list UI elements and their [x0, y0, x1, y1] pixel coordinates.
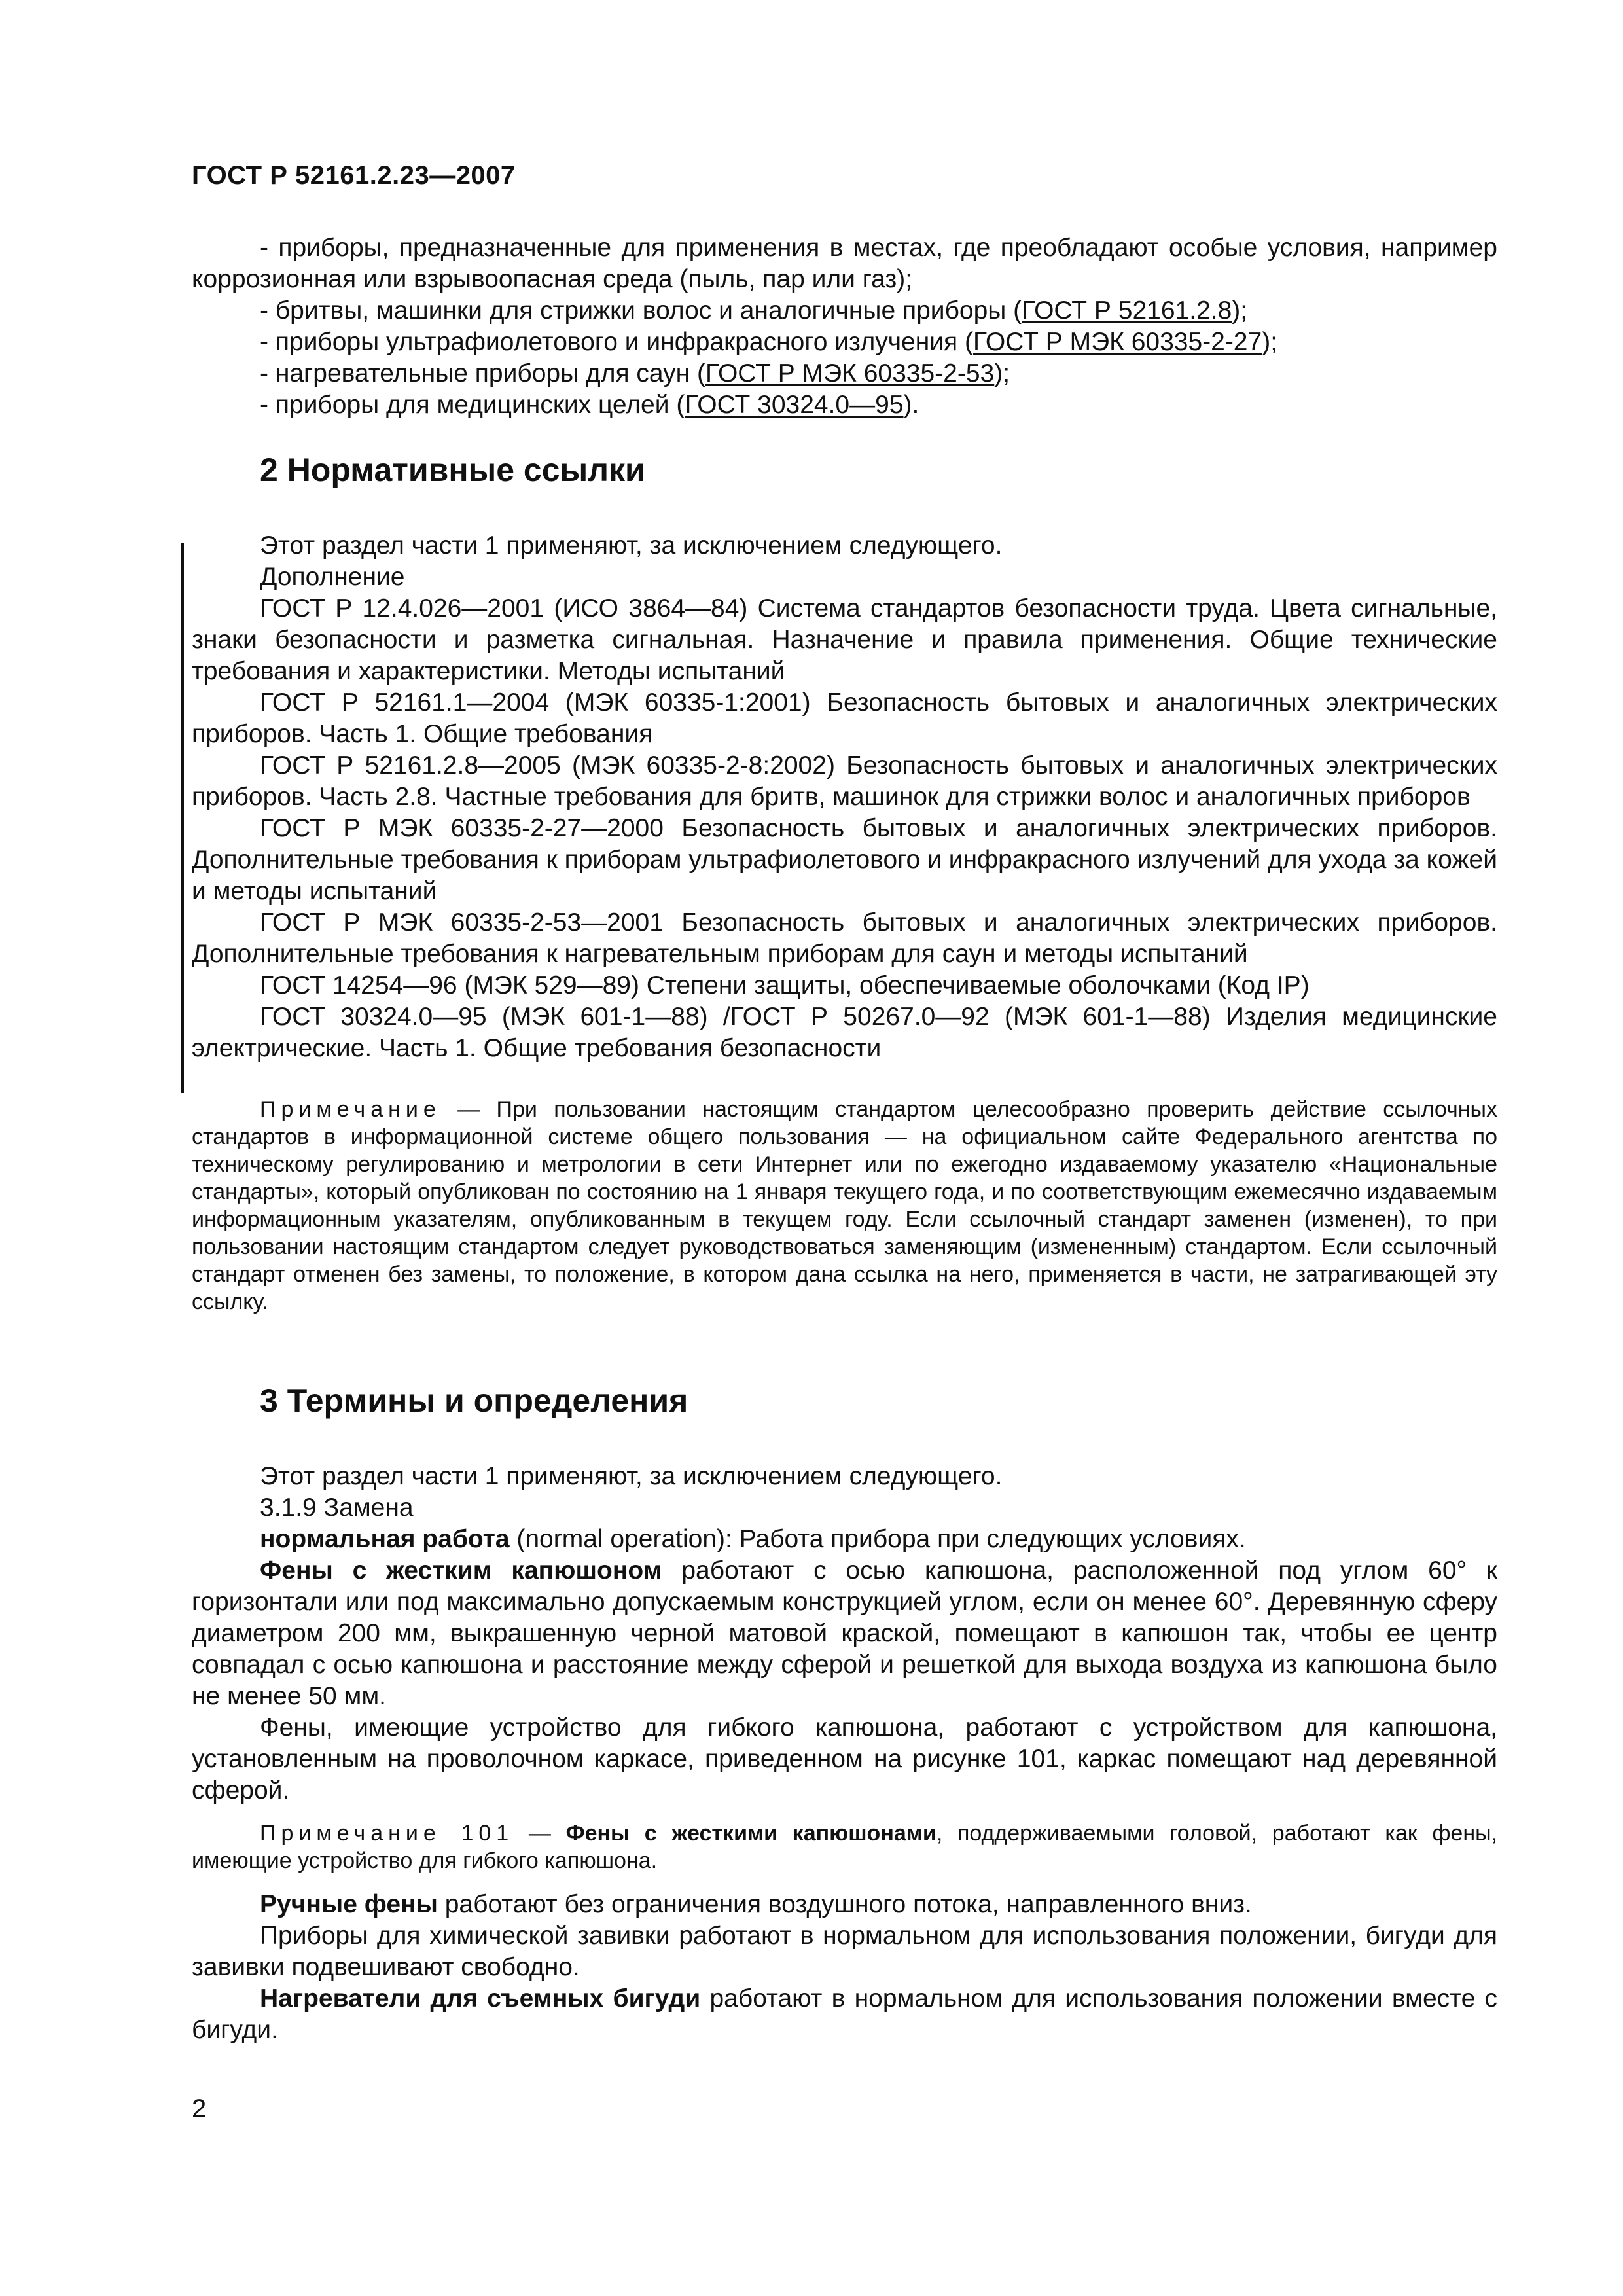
list-item: - нагревательные приборы для саун (ГОСТ Р МЭК 60335-2-53);	[260, 359, 1010, 387]
section-normative-references	[192, 450, 1497, 1316]
document-header: ГОСТ Р 52161.2.23—2007	[192, 161, 516, 190]
reference-item: ГОСТ Р МЭК 60335-2-53—2001 Безопасность бытовых и аналогичных электрических приборов. Дополнительные требования к нагревательным приборам для саун и методы испытаний	[192, 908, 1497, 968]
defined-term: нормальная работа	[260, 1525, 510, 1553]
paragraph: Фены, имеющие устройство для гибкого капюшона, работают с устройством для капюшона, установленным на проволочном каркасе, приведенном на рисунке 101, каркас помещают над деревянной сферой.	[192, 1713, 1497, 1804]
paragraph: Нагреватели для съемных бигуди работают в нормальном для использования положении вместе с бигуди.	[192, 1984, 1497, 2044]
note-label: Примечание 101	[260, 1821, 514, 1846]
list-item: - бритвы, машинки для стрижки волос и аналогичные приборы (ГОСТ Р 52161.2.8);	[260, 296, 1248, 325]
intro-list	[192, 232, 1497, 421]
section-heading: 2 Нормативные ссылки	[260, 452, 645, 488]
list-item: - приборы для медицинских целей (ГОСТ 30324.0—95).	[260, 391, 919, 419]
reference-item: ГОСТ 30324.0—95 (МЭК 601-1—88) /ГОСТ Р 50267.0—92 (МЭК 601-1—88) Изделия медицинские электрические. Часть 1. Общие требования безопасности	[192, 1003, 1497, 1062]
page-number: 2	[192, 2094, 207, 2123]
ref-link-gost-mek-60335-2-27[interactable]: ГОСТ Р МЭК 60335-2-27	[972, 328, 1262, 356]
section-intro: Этот раздел части 1 применяют, за исключением следующего.	[260, 1462, 1003, 1490]
reference-item: ГОСТ Р МЭК 60335-2-27—2000 Безопасность бытовых и аналогичных электрических приборов. Дополнительные требования к приборам ультрафиолетового и инфракрасного излучений для ухода за кожей и методы испытаний	[192, 814, 1497, 905]
change-bar	[181, 543, 184, 1093]
paragraph: Ручные фены работают без ограничения воздушного потока, направленного вниз.	[260, 1890, 1252, 1918]
note-label: Примечание	[260, 1097, 441, 1122]
list-item: - приборы ультрафиолетового и инфракрасного излучения (ГОСТ Р МЭК 60335-2-27);	[260, 328, 1278, 356]
ref-link-gost-30324[interactable]: ГОСТ 30324.0—95	[685, 391, 904, 419]
paragraph: Фены с жестким капюшоном работают с осью капюшона, расположенной под углом 60° к горизонтали или под максимально допускаемым конструкцией углом, если он менее 60°. Деревянную сферу диаметром 200 мм, выкрашенную черной матовой краской, помещают в капюшон так, чтобы ее центр совпадал с осью капюшона и расстояние между сферой и решеткой для выхода воздуха из капюшона было не менее 50 мм.	[192, 1556, 1497, 1710]
section-intro: Этот раздел части 1 применяют, за исключением следующего.	[260, 531, 1003, 560]
reference-item: ГОСТ Р 52161.2.8—2005 (МЭК 60335-2-8:2002) Безопасность бытовых и аналогичных электрических приборов. Часть 2.8. Частные требования для бритв, машинок для стрижки волос и аналогичных приборов	[192, 751, 1497, 811]
ref-link-gost-52161-2-8[interactable]: ГОСТ Р 52161.2.8	[1022, 296, 1232, 325]
definition: нормальная работа (normal operation): Работа прибора при следующих условиях.	[260, 1525, 1246, 1553]
clause-number: 3.1.9 Замена	[260, 1494, 414, 1522]
list-item: - приборы, предназначенные для применения в местах, где преобладают особые условия, например коррозионная или взрывоопасная среда (пыль, пар или газ);	[192, 234, 1497, 293]
paragraph: Приборы для химической завивки работают в нормальном для использования положении, бигуди для завивки подвешивают свободно.	[192, 1922, 1497, 1981]
section-terms-definitions	[192, 1381, 1497, 2046]
reference-item: ГОСТ Р 52161.1—2004 (МЭК 60335-1:2001) Безопасность бытовых и аналогичных электрических приборов. Часть 1. Общие требования	[192, 689, 1497, 748]
section-heading: 3 Термины и определения	[260, 1382, 688, 1419]
ref-link-gost-mek-60335-2-53[interactable]: ГОСТ Р МЭК 60335-2-53	[705, 359, 995, 387]
addition-label: Дополнение	[260, 563, 405, 591]
note: Примечание — При пользовании настоящим стандартом целесообразно проверить действие ссылочных стандартов в информационной системе общего пользования — на официальном сайте Федерального агентства по техническому регулированию и метрологии в сети Интернет или по ежегодно издаваемому указателю «Национальные стандарты», который опубликован по состоянию на 1 января текущего года, и по соответствующим ежемесячно издаваемым информационным указателям, опубликованным в текущем году. Если ссылочный стандарт заменен (изменен), то при пользовании настоящим стандартом следует руководствоваться заменяющим (измененным) стандартом. Если ссылочный стандарт отменен без замены, то положение, в котором дана ссылка на него, применяется в части, не затрагивающей эту ссылку.	[192, 1097, 1497, 1314]
reference-item: ГОСТ 14254—96 (МЭК 529—89) Степени защиты, обеспечиваемые оболочками (Код IP)	[260, 971, 1310, 999]
note-101: Примечание 101 — Фены с жесткими капюшонами, поддерживаемыми головой, работают как фены, имеющие устройство для гибкого капюшона.	[192, 1821, 1497, 1873]
reference-item: ГОСТ Р 12.4.026—2001 (ИСО 3864—84) Система стандартов безопасности труда. Цвета сигнальные, знаки безопасности и разметка сигнальная. Назначение и правила применения. Общие технические требования и характеристики. Методы испытаний	[192, 594, 1497, 685]
